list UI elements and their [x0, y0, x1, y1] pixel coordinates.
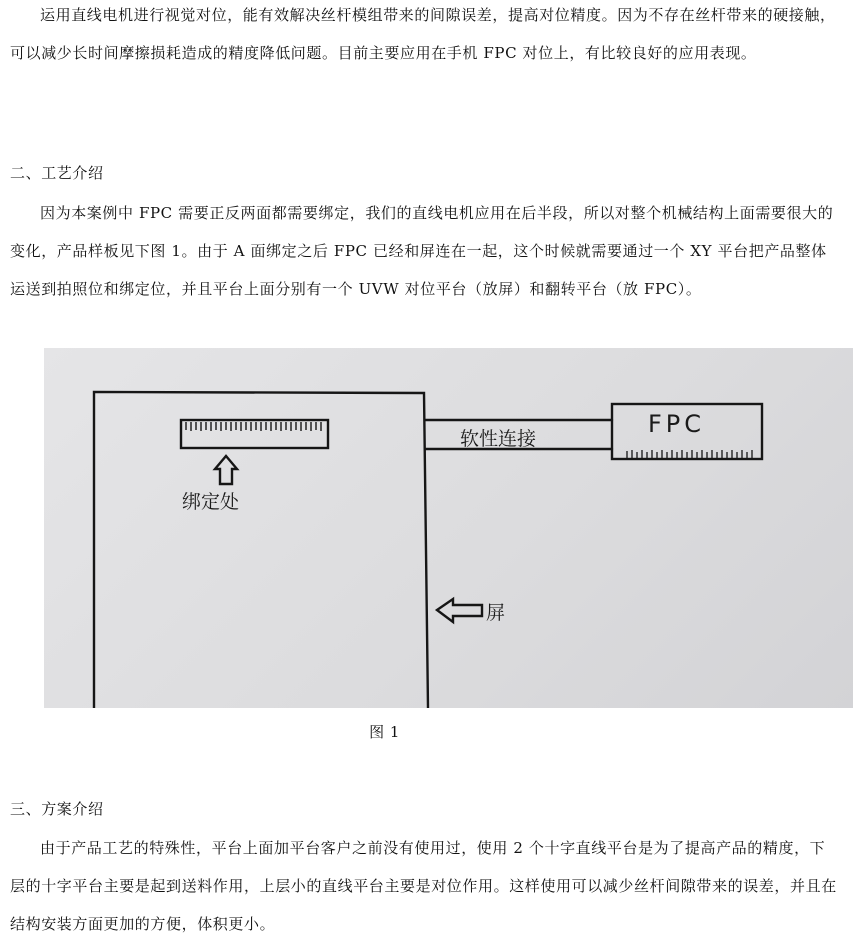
figure-caption: 图 1 — [369, 723, 400, 741]
flex-connection-label: 软性连接 — [460, 428, 537, 450]
intro-paragraph: 运用直线电机进行视觉对位，能有效解决丝杆模组带来的间隙误差，提高对位精度。因为不存在丝杆带来的硬接触，可以减少长时间摩擦损耗造成的精度降低问题。目前主要应用在手机 FPC 对位上，有比较良好的应用表现。 — [10, 6, 836, 62]
bonding-area-label: 绑定处 — [182, 491, 240, 513]
up-arrow-icon — [215, 456, 237, 484]
process-paragraph: 因为本案例中 FPC 需要正反两面都需要绑定，我们的直线电机应用在后半段，所以对整个机械结构上面需要很大的变化，产品样板见下图 1。由于 A 面绑定之后 FPC 已经和屏连在一起，这个时候就需要通过一个 XY 平台把产品整体运送到拍照位和绑定位，并且平台上面分别有一个 UVW 对位平台（放屏）和翻转平台（放 FPC）。 — [10, 204, 834, 298]
section-heading-solution: 三、方案介绍 — [10, 800, 104, 818]
fpc-label: FPC — [648, 410, 706, 438]
left-arrow-icon — [437, 599, 482, 622]
fpc-hatch — [627, 450, 752, 458]
bonding-hatch — [186, 422, 321, 431]
screen-outline — [94, 392, 428, 708]
figure-sketch — [44, 348, 853, 708]
section-heading-process: 二、工艺介绍 — [10, 164, 104, 182]
figure-photo — [44, 348, 853, 708]
screen-label: 屏 — [486, 602, 506, 624]
solution-paragraph: 由于产品工艺的特殊性，平台上面加平台客户之前没有使用过，使用 2 个十字直线平台是为了提高产品的精度，下层的十字平台主要是起到送料作用，上层小的直线平台主要是对位作用。这样使用可以减少丝杆间隙带来的误差，并且在结构安装方面更加的方便，体积更小。 — [10, 839, 837, 933]
